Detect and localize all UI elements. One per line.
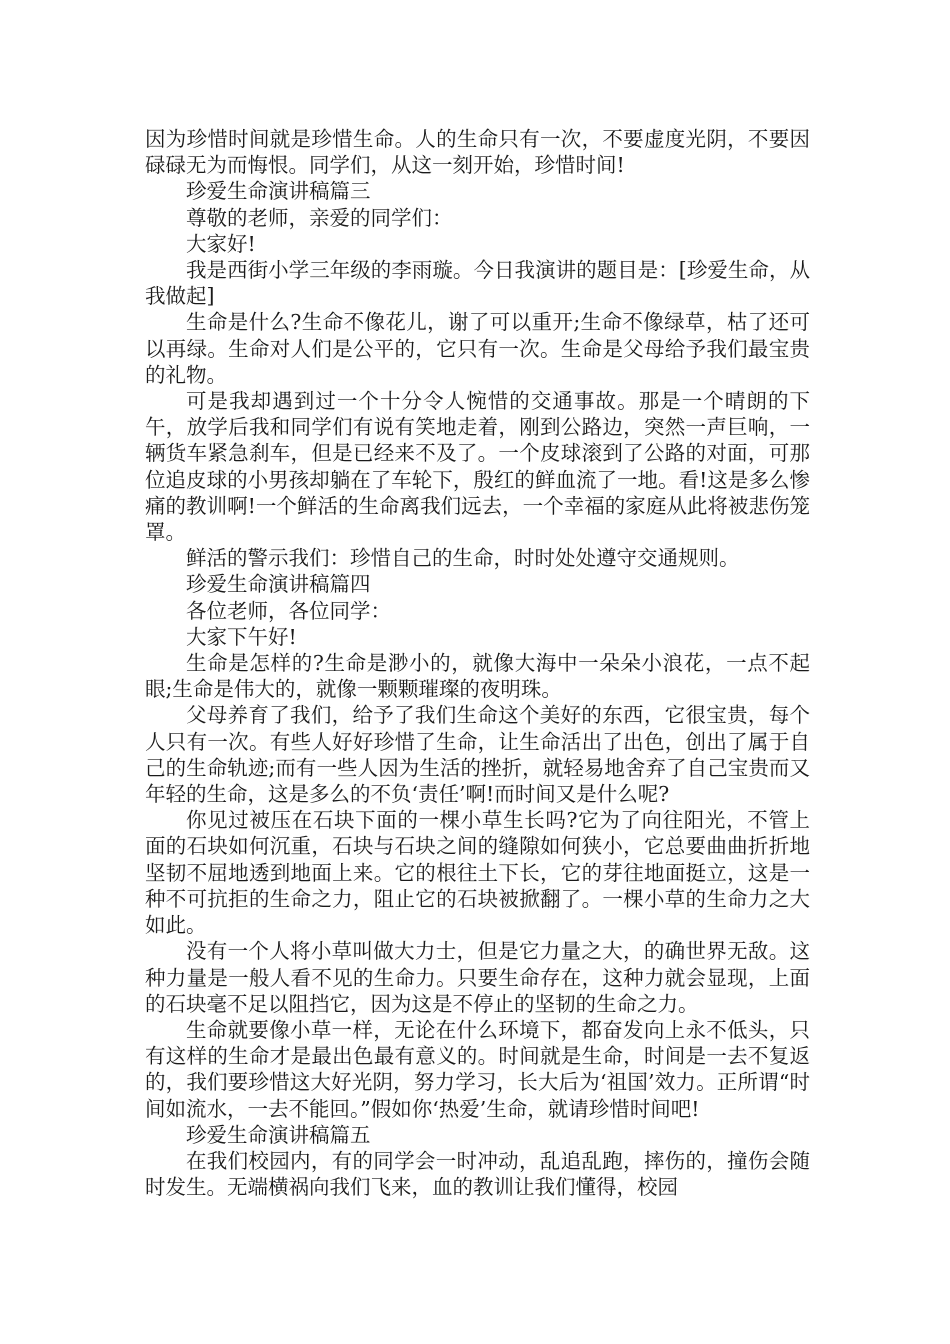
paragraph: 生命是怎样的?生命是渺小的，就像大海中一朵朵小浪花，一点不起眼;生命是伟大的，就像一颗颗璀璨的夜明珠。 [145, 651, 810, 702]
document-page [145, 126, 810, 1200]
paragraph: 没有一个人将小草叫做大力士，但是它力量之大，的确世界无敌。这种力量是一般人看不见的生命力。只要生命存在，这种力就会显现，上面的石块毫不足以阻挡它，因为这是不停止的坚韧的生命之力。 [145, 939, 810, 1016]
paragraph: 生命就要像小草一样，无论在什么环境下，都奋发向上永不低头，只有这样的生命才是最出色最有意义的。时间就是生命，时间是一去不复返的，我们要珍惜这大好光阴，努力学习，长大后为‘祖国’效力。正所谓“时间如流水，一去不能回。”假如你‘热爱’生命，就请珍惜时间吧! [145, 1017, 810, 1121]
paragraph: 在我们校园内，有的同学会一时冲动，乱追乱跑，摔伤的，撞伤会随时发生。无端横祸向我们飞来，血的教训让我们懂得，校园 [145, 1148, 810, 1200]
paragraph-continued: 因为珍惜时间就是珍惜生命。人的生命只有一次，不要虚度光阴，不要因碌碌无为而悔恨。同学们，从这一刻开始，珍惜时间! [145, 127, 810, 178]
greeting: 大家好! [186, 231, 256, 256]
section-heading-4: 珍爱生命演讲稿篇四 [186, 572, 371, 597]
paragraph: 可是我却遇到过一个十分令人惋惜的交通事故。那是一个晴朗的下午，放学后我和同学们有说有笑地走着，刚到公路边，突然一声巨响，一辆货车紧急刹车，但是已经来不及了。一个皮球滚到了公路的对面，可那位追皮球的小男孩却躺在了车轮下，殷红的鲜血流了一地。看!这是多么惨痛的教训啊!一个鲜活的生命离我们远去，一个幸福的家庭从此将被悲伤笼罩。 [145, 389, 810, 545]
salutation: 尊敬的老师，亲爱的同学们： [186, 205, 453, 230]
paragraph: 鲜活的警示我们：珍惜自己的生命，时时处处遵守交通规则。 [186, 546, 740, 571]
paragraph: 你见过被压在石块下面的一棵小草生长吗?它为了向往阳光，不管上面的石块如何沉重，石块与石块之间的缝隙如何狭小，它总要曲曲折折地坚韧不屈地透到地面上来。它的根往土下长，它的芽往地面挺立，这是一种不可抗拒的生命之力，阻止它的石块被掀翻了。一棵小草的生命力之大如此。 [145, 808, 810, 938]
paragraph: 父母养育了我们，给予了我们生命这个美好的东西，它很宝贵，每个人只有一次。有些人好好珍惜了生命，让生命活出了出色，创出了属于自己的生命轨迹;而有一些人因为生活的挫折，就轻易地舍弃了自己宝贵而又年轻的生命，这是多么的不负‘责任’啊!而时间又是什么呢? [145, 703, 810, 807]
salutation: 各位老师，各位同学： [186, 598, 391, 623]
paragraph: 生命是什么?生命不像花儿，谢了可以重开;生命不像绿草，枯了还可以再绿。生命对人们是公平的，它只有一次。生命是父母给予我们最宝贵的礼物。 [145, 310, 810, 387]
paragraph: 我是西街小学三年级的李雨璇。今日我演讲的题目是：[珍爱生命，从我做起] [145, 258, 810, 309]
section-heading-5: 珍爱生命演讲稿篇五 [186, 1122, 371, 1147]
greeting: 大家下午好! [186, 624, 297, 649]
section-heading-3: 珍爱生命演讲稿篇三 [186, 179, 371, 204]
